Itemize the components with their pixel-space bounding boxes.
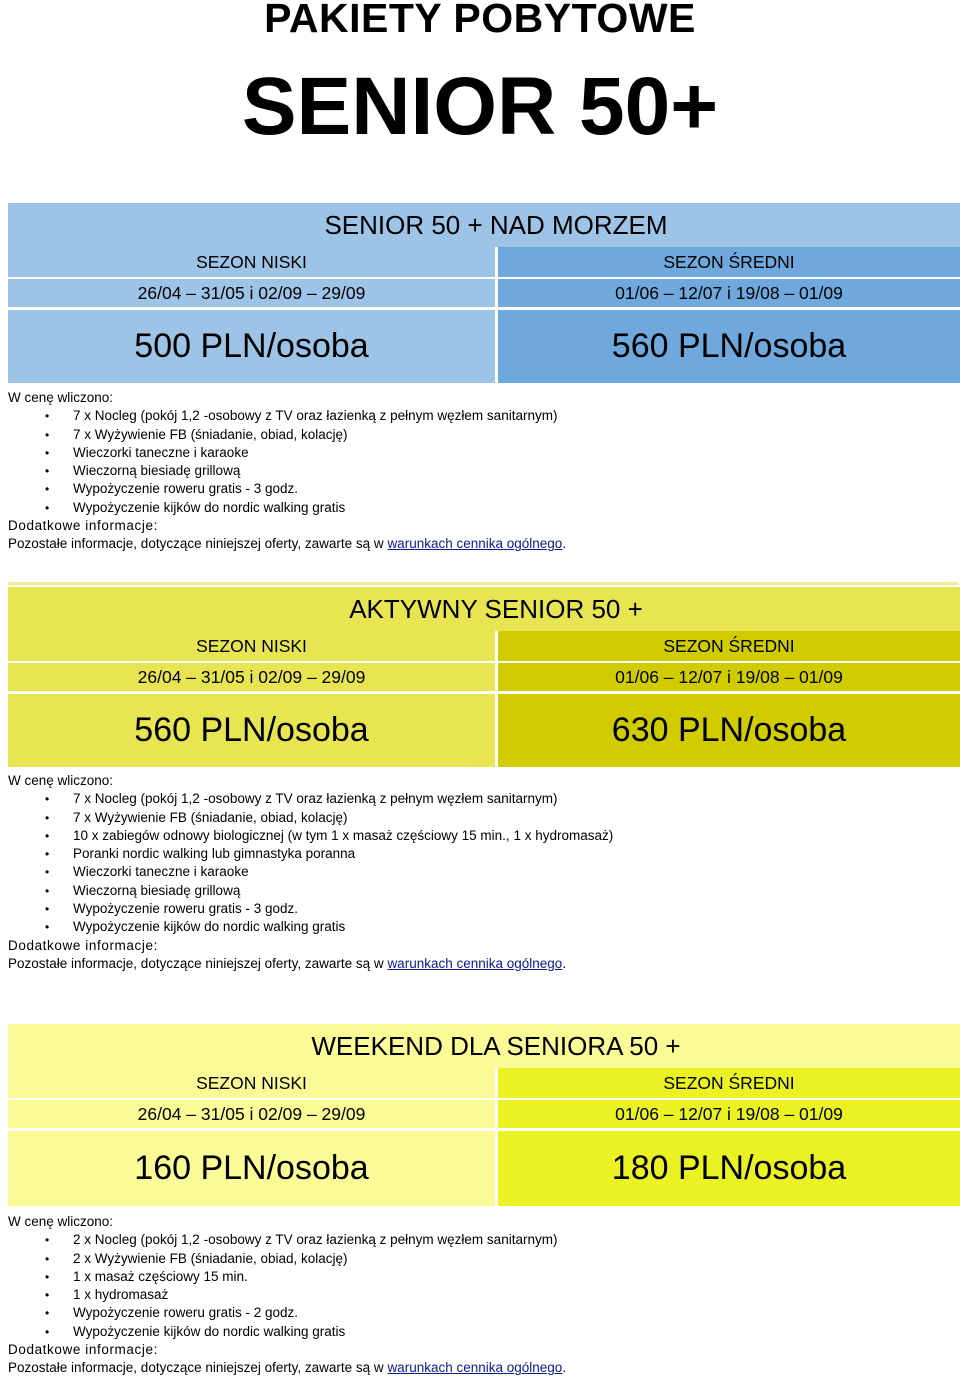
package-details <box>8 772 613 973</box>
note-suffix: . <box>562 1360 567 1376</box>
package-aktywny-senior <box>8 587 960 767</box>
package-separator-line <box>8 582 958 585</box>
mid-season-price: 180 PLN/osoba <box>498 1131 960 1206</box>
mid-season-dates: 01/06 – 12/07 i 19/08 – 01/09 <box>498 1100 960 1128</box>
list-item: • 2 x Nocleg (pokój 1,2 -osobowy z TV oraz łazienką z pełnym węzłem sanitarnym) <box>8 1231 566 1249</box>
list-item: • 7 x Nocleg (pokój 1,2 -osobowy z TV oraz łazienką z pełnym węzłem sanitarnym) <box>8 790 613 808</box>
list-item: • Wieczorki taneczne i karaoke <box>8 444 566 462</box>
note-text: Pozostałe informacje, dotyczące niniejszej oferty, zawarte są w <box>8 536 384 552</box>
mid-season-label: SEZON ŚREDNI <box>498 631 960 661</box>
included-list <box>8 1231 566 1341</box>
list-item: • Wypożyczenie kijków do nordic walking gratis <box>8 499 566 517</box>
list-item: • 1 x masaż częściowy 15 min. <box>8 1268 566 1286</box>
info-note <box>8 955 613 973</box>
low-season-dates: 26/04 – 31/05 i 02/09 – 29/09 <box>8 1100 495 1128</box>
mid-season-price: 630 PLN/osoba <box>498 694 960 767</box>
low-season-price: 560 PLN/osoba <box>8 694 495 767</box>
package-weekend-dla-seniora <box>8 1024 960 1206</box>
list-item: • Wypożyczenie roweru gratis - 3 godz. <box>8 900 613 918</box>
list-item: • Wieczorną biesiadę grillową <box>8 882 613 900</box>
included-label: W cenę wliczono: <box>8 773 114 788</box>
general-price-list-link[interactable]: warunkach cennika ogólnego <box>387 955 563 971</box>
page-subtitle: SENIOR 50+ <box>241 61 719 152</box>
note-suffix: . <box>562 536 567 552</box>
general-price-list-link[interactable]: warunkach cennika ogólnego <box>387 1360 563 1376</box>
package-details <box>8 1213 566 1378</box>
page-title: PAKIETY POBYTOWE <box>264 0 696 41</box>
list-item: • 7 x Wyżywienie FB (śniadanie, obiad, kolację) <box>8 426 566 444</box>
extra-info-label: Dodatkowe informacje: <box>8 518 158 534</box>
low-season-price: 500 PLN/osoba <box>8 310 495 383</box>
list-item: • 10 x zabiegów odnowy biologicznej (w tym 1 x masaż częściowy 15 min., 1 x hydromasaż) <box>8 827 613 845</box>
note-suffix: . <box>562 955 567 971</box>
low-season-label: SEZON NISKI <box>8 247 495 277</box>
package-title: AKTYWNY SENIOR 50 + <box>349 594 643 624</box>
low-season-dates: 26/04 – 31/05 i 02/09 – 29/09 <box>8 663 495 691</box>
low-season-price: 160 PLN/osoba <box>8 1131 495 1206</box>
list-item: • Wypożyczenie roweru gratis - 3 godz. <box>8 480 566 498</box>
list-item: • Wieczorki taneczne i karaoke <box>8 863 613 881</box>
package-title: WEEKEND DLA SENIORA 50 + <box>311 1031 681 1061</box>
mid-season-label: SEZON ŚREDNI <box>498 247 960 277</box>
package-senior-nad-morzem <box>8 203 960 383</box>
list-item: • 2 x Wyżywienie FB (śniadanie, obiad, kolację) <box>8 1250 566 1268</box>
mid-season-price: 560 PLN/osoba <box>498 310 960 383</box>
list-item: • Wieczorną biesiadę grillową <box>8 462 566 480</box>
low-season-label: SEZON NISKI <box>8 1068 495 1098</box>
extra-info-label: Dodatkowe informacje: <box>8 937 158 953</box>
included-list <box>8 407 566 517</box>
list-item: • Wypożyczenie roweru gratis - 2 godz. <box>8 1304 566 1322</box>
included-label: W cenę wliczono: <box>8 390 114 405</box>
included-list <box>8 790 613 936</box>
list-item: • 7 x Wyżywienie FB (śniadanie, obiad, kolację) <box>8 809 613 827</box>
mid-season-dates: 01/06 – 12/07 i 19/08 – 01/09 <box>498 279 960 307</box>
mid-season-label: SEZON ŚREDNI <box>498 1068 960 1098</box>
general-price-list-link[interactable]: warunkach cennika ogólnego <box>387 536 563 552</box>
note-text: Pozostałe informacje, dotyczące niniejszej oferty, zawarte są w <box>8 1360 384 1376</box>
package-title: SENIOR 50 + NAD MORZEM <box>324 210 668 240</box>
info-note <box>8 535 566 553</box>
list-item: • 7 x Nocleg (pokój 1,2 -osobowy z TV oraz łazienką z pełnym węzłem sanitarnym) <box>8 407 566 425</box>
list-item: • Poranki nordic walking lub gimnastyka poranna <box>8 845 613 863</box>
low-season-label: SEZON NISKI <box>8 631 495 661</box>
list-item: • 1 x hydromasaż <box>8 1286 566 1304</box>
mid-season-dates: 01/06 – 12/07 i 19/08 – 01/09 <box>498 663 960 691</box>
note-text: Pozostałe informacje, dotyczące niniejszej oferty, zawarte są w <box>8 955 384 971</box>
info-note <box>8 1359 566 1377</box>
low-season-dates: 26/04 – 31/05 i 02/09 – 29/09 <box>8 279 495 307</box>
package-details <box>8 389 566 554</box>
included-label: W cenę wliczono: <box>8 1214 114 1229</box>
list-item: • Wypożyczenie kijków do nordic walking gratis <box>8 918 613 936</box>
list-item: • Wypożyczenie kijków do nordic walking gratis <box>8 1323 566 1341</box>
extra-info-label: Dodatkowe informacje: <box>8 1342 158 1358</box>
